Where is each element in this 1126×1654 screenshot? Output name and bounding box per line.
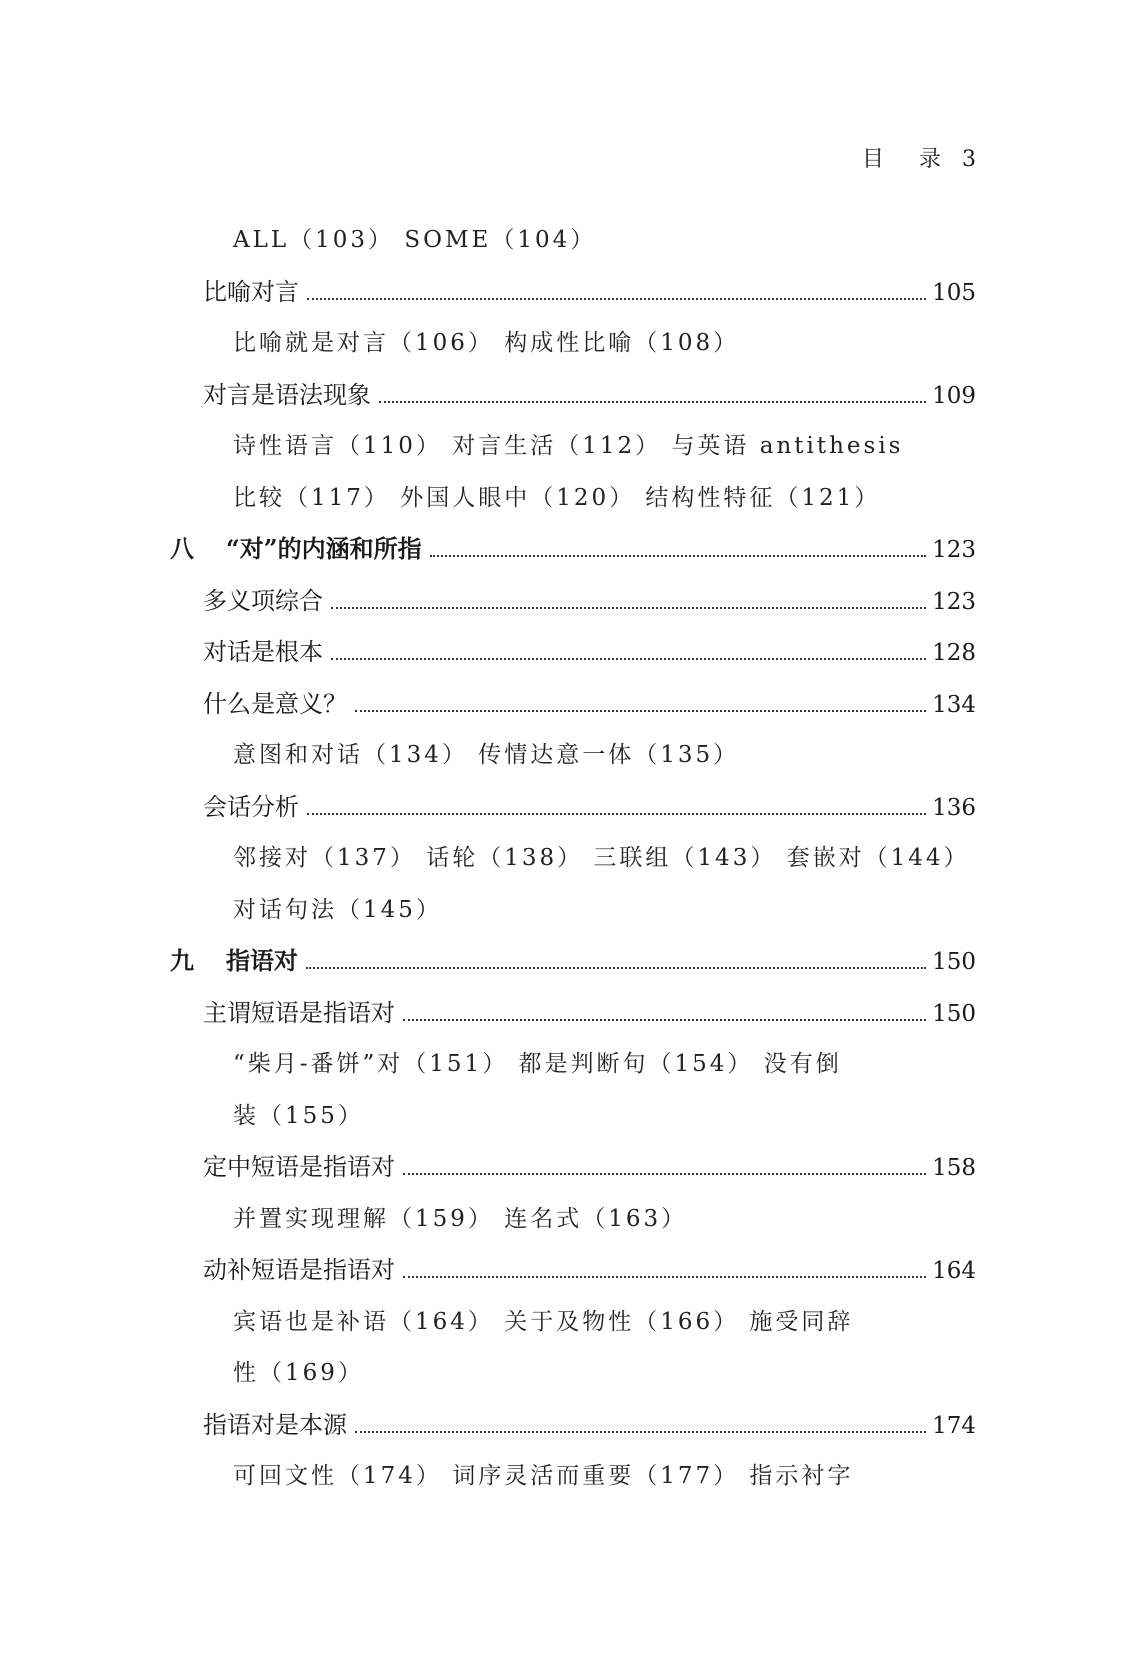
toc-chapter-title: “对”的内涵和所指 — [226, 534, 422, 563]
toc-subitems — [0, 737, 1126, 789]
leader-dots — [355, 1431, 926, 1433]
toc-subitems — [0, 1046, 1126, 1098]
toc-page-number: 158 — [932, 1155, 976, 1181]
toc-section[interactable] — [0, 995, 1126, 1047]
toc-section[interactable] — [0, 1149, 1126, 1201]
toc-section[interactable] — [0, 1252, 1126, 1304]
toc-section-title: 定中短语是指语对 — [203, 1153, 395, 1181]
toc-chapter-title: 指语对 — [226, 946, 298, 975]
toc-page-number: 150 — [932, 949, 976, 975]
toc-subitems-text: 可回文性（174） 词序灵活而重要（177） 指示衬字 — [233, 1463, 854, 1489]
toc-section[interactable] — [0, 634, 1126, 686]
toc-section-title: 对言是语法现象 — [203, 380, 371, 409]
toc-section-title: 对话是根本 — [203, 638, 323, 666]
toc-subitems — [0, 1355, 1126, 1407]
chapter-number: 九 — [170, 946, 194, 975]
toc-subitems-text: 宾语也是补语（164） 关于及物性（166） 施受同辞 — [233, 1308, 854, 1335]
toc-subitems-text: 比喻就是对言（106） 构成性比喻（108） — [233, 330, 740, 356]
toc-subitems-text: 性（169） — [233, 1360, 364, 1386]
leader-dots — [403, 1276, 926, 1278]
leader-dots — [307, 298, 926, 300]
toc-section-title: 多义项综合 — [203, 586, 323, 615]
toc-page-number: 123 — [932, 588, 976, 615]
toc-subitems-text: 并置实现理解（159） 连名式（163） — [233, 1205, 688, 1232]
toc-subitems — [0, 480, 1126, 532]
toc-section[interactable] — [0, 1407, 1126, 1459]
toc-page-number: 150 — [932, 1000, 976, 1027]
toc-page-number: 109 — [932, 382, 976, 409]
toc-section[interactable] — [0, 686, 1126, 738]
toc-section-title: 什么是意义？ — [203, 689, 347, 718]
toc-section-title: 动补短语是指语对 — [203, 1256, 395, 1284]
leader-dots — [307, 813, 926, 815]
leader-dots — [331, 658, 926, 660]
leader-dots — [355, 710, 926, 712]
leader-dots — [403, 1019, 926, 1021]
toc-subitems — [0, 428, 1126, 480]
toc-section[interactable] — [0, 377, 1126, 429]
toc-section[interactable] — [0, 274, 1126, 326]
toc-subitems — [0, 1304, 1126, 1356]
toc-subitems — [0, 1458, 1126, 1510]
toc-page-number: 136 — [932, 794, 976, 821]
toc-page-number: 105 — [932, 279, 976, 306]
toc-page-number: 128 — [932, 640, 976, 666]
toc-subitems — [0, 222, 1126, 274]
toc-section-title: 主谓短语是指语对 — [203, 998, 395, 1027]
toc-subitems — [0, 1098, 1126, 1150]
toc-subitems-text: 邻接对（137） 话轮（138） 三联组（143） 套嵌对（144） — [233, 845, 970, 871]
toc-section-title: 会话分析 — [203, 792, 299, 821]
toc-chapter[interactable] — [0, 531, 1126, 583]
toc-subitems-text: “柴月-番饼”对（151） 都是判断句（154） 没有倒 — [233, 1051, 842, 1077]
leader-dots — [403, 1173, 926, 1175]
toc-page-number: 134 — [932, 691, 976, 718]
toc-subitems-text: 意图和对话（134） 传情达意一体（135） — [233, 742, 740, 768]
toc-chapter[interactable] — [0, 943, 1126, 995]
toc-subitems-text: 比较（117） 外国人眼中（120） 结构性特征（121） — [233, 484, 881, 511]
toc-subitems-text: ALL（103） SOME（104） — [233, 227, 597, 253]
running-header — [862, 142, 976, 173]
toc-subitems-text: 对话句法（145） — [233, 896, 442, 923]
toc-page-number: 164 — [932, 1258, 976, 1284]
leader-dots — [306, 967, 926, 969]
toc-subitems-text: 诗性语言（110） 对言生活（112） 与英语 antithesis — [233, 433, 904, 459]
page-number: 3 — [962, 147, 976, 172]
toc-subitems — [0, 892, 1126, 944]
toc-section[interactable] — [0, 789, 1126, 841]
chapter-number: 八 — [170, 534, 194, 563]
toc-page-number: 174 — [932, 1412, 976, 1439]
toc-subitems-text: 装（155） — [233, 1102, 364, 1129]
leader-dots — [331, 607, 926, 609]
toc-section[interactable] — [0, 583, 1126, 635]
toc-subitems — [0, 325, 1126, 377]
toc-subitems — [0, 1201, 1126, 1253]
toc-page-number: 123 — [932, 537, 976, 563]
toc-subitems — [0, 840, 1126, 892]
header-title: 目 录 — [862, 147, 955, 172]
leader-dots — [379, 401, 926, 403]
toc-section-title: 比喻对言 — [203, 277, 299, 306]
table-of-contents — [0, 222, 1126, 1510]
toc-section-title: 指语对是本源 — [203, 1410, 347, 1439]
leader-dots — [430, 555, 926, 557]
